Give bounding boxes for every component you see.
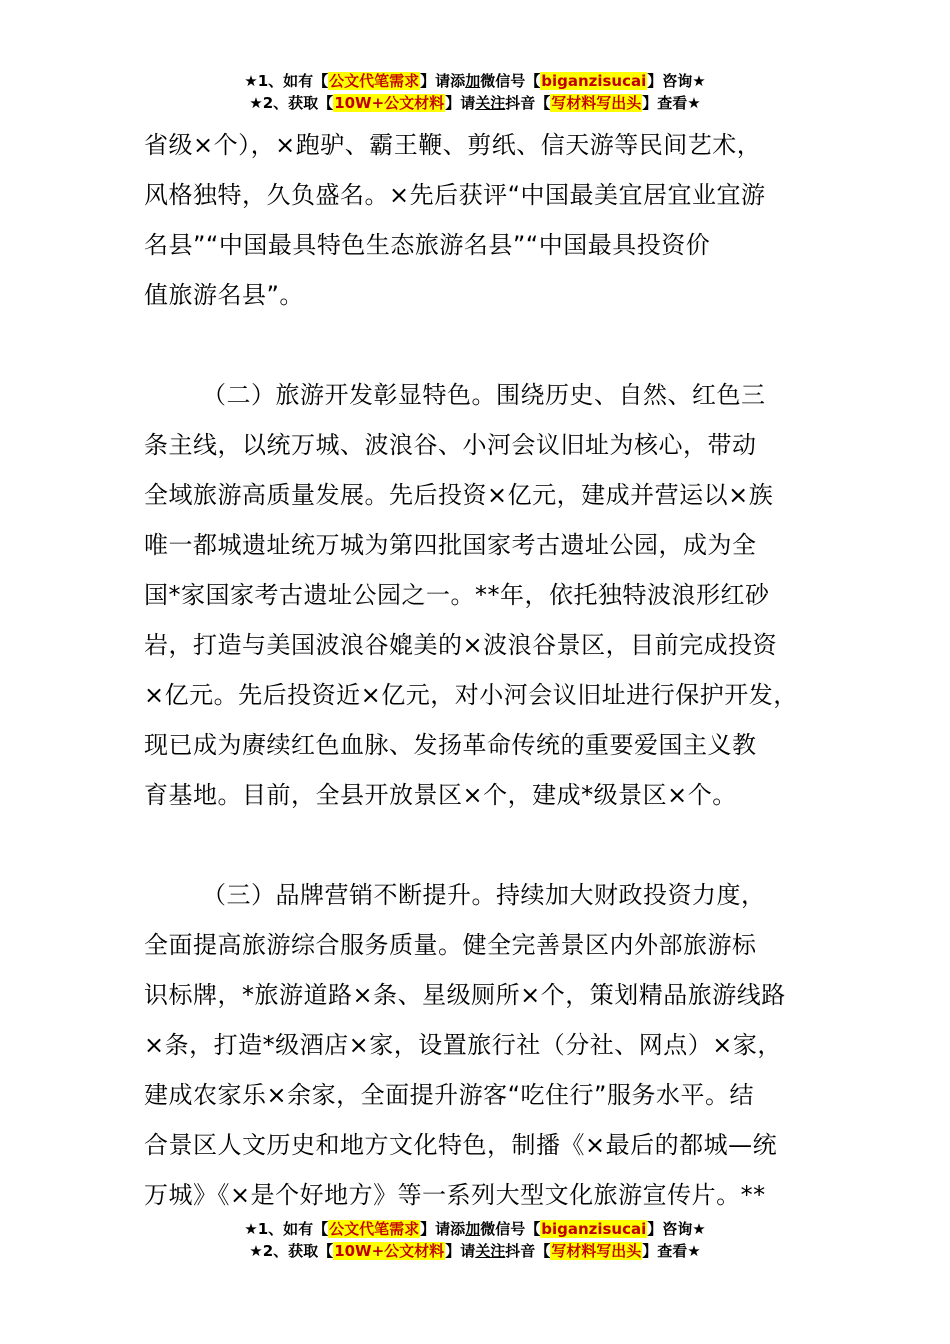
banner-text: 】咨询★ (647, 72, 706, 90)
text-line: 省级×个），×跑驴、霸王鞭、剪纸、信天游等民间艺术， (144, 131, 762, 159)
text-line: 条主线，以统万城、波浪谷、小河会议旧址为核心，带动 (144, 431, 757, 459)
banner-text: 】查看★ (642, 94, 701, 112)
text-line: 识标牌，*旅游道路×条、星级厕所×个，策划精品旅游线路 (144, 981, 786, 1009)
banner-text: ★2、获取【 (249, 1242, 334, 1260)
header-banner (0, 70, 950, 114)
paragraph-spacer (144, 320, 834, 370)
text-line: ×条，打造*级酒店×家，设置旅行社（分社、网点）×家， (144, 1031, 782, 1059)
text-line: （三）品牌营销不断提升。持续加大财政投资力度， (202, 881, 766, 909)
text-line: 育基地。目前，全县开放景区×个，建成*级景区×个。 (144, 781, 737, 809)
text-line: 建成农家乐×余家，全面提升游客“吃住行”服务水平。结 (144, 1081, 754, 1109)
text-line: 万城》《×是个好地方》等一系列大型文化旅游宣传片。** (144, 1181, 766, 1209)
banner-text: 】请 (445, 1242, 476, 1260)
text-line: 唯一都城遗址统万城为第四批国家考古遗址公园，成为全 (144, 531, 757, 559)
highlight-materials: 10W+公文材料 (334, 1242, 445, 1260)
banner-underlined-text: 关注 (475, 1242, 506, 1260)
paragraph-1 (144, 120, 834, 320)
text-line: 岩，打造与美国波浪谷媲美的×波浪谷景区，目前完成投资 (144, 631, 778, 659)
banner-text: 抖音【 (505, 94, 551, 112)
paragraph-2 (144, 370, 834, 820)
banner-underlined-text: 关注 (475, 94, 506, 112)
banner-text: 】请添 (420, 72, 466, 90)
banner-underlined-text: 加 (465, 1220, 481, 1238)
text-line: 值旅游名县”。 (144, 281, 304, 309)
banner-text: ★2、获取【 (249, 94, 334, 112)
banner-text: 微信号【 (480, 72, 541, 90)
banner-text: ★1、如有【 (244, 72, 329, 90)
banner-text: 】请添 (420, 1220, 466, 1238)
document-body (144, 120, 834, 1220)
text-line: 现已成为赓续红色血脉、发扬革命传统的重要爱国主义教 (144, 731, 757, 759)
text-line: 名县”“中国最具特色生态旅游名县”“中国最具投资价 (144, 231, 711, 259)
banner-text: 微信号【 (480, 1220, 541, 1238)
text-line: 全面提高旅游综合服务质量。健全完善景区内外部旅游标 (144, 931, 757, 959)
banner-text: 】请 (445, 94, 476, 112)
banner-text: 】查看★ (642, 1242, 701, 1260)
paragraph-3 (144, 870, 834, 1220)
highlight-douyin-account: 写材料写出头 (551, 1242, 642, 1260)
highlight-materials: 10W+公文材料 (334, 94, 445, 112)
highlight-service: 公文代笔需求 (329, 1220, 420, 1238)
banner-underlined-text: 加 (465, 72, 481, 90)
highlight-wechat-id: biganzisucai (541, 72, 647, 90)
header-banner-line-1 (0, 70, 950, 92)
text-line: 全域旅游高质量发展。先后投资×亿元，建成并营运以×族 (144, 481, 774, 509)
text-line: 国*家国家考古遗址公园之一。**年，依托独特波浪形红砂 (144, 581, 770, 609)
text-line: （二）旅游开发彰显特色。围绕历史、自然、红色三 (202, 381, 766, 409)
footer-banner (0, 1218, 950, 1262)
banner-text: ★1、如有【 (244, 1220, 329, 1238)
text-line: 合景区人文历史和地方文化特色，制播《×最后的都城—统 (144, 1131, 778, 1159)
highlight-service: 公文代笔需求 (329, 72, 420, 90)
text-line: 风格独特，久负盛名。×先后获评“中国最美宜居宜业宜游 (144, 181, 766, 209)
banner-text: 】咨询★ (647, 1220, 706, 1238)
paragraph-spacer (144, 820, 834, 870)
highlight-douyin-account: 写材料写出头 (551, 94, 642, 112)
footer-banner-line-1 (0, 1218, 950, 1240)
footer-banner-line-2 (0, 1240, 950, 1262)
banner-text: 抖音【 (505, 1242, 551, 1260)
header-banner-line-2 (0, 92, 950, 114)
highlight-wechat-id: biganzisucai (541, 1220, 647, 1238)
text-line: ×亿元。先后投资近×亿元，对小河会议旧址进行保护开发， (144, 681, 798, 709)
